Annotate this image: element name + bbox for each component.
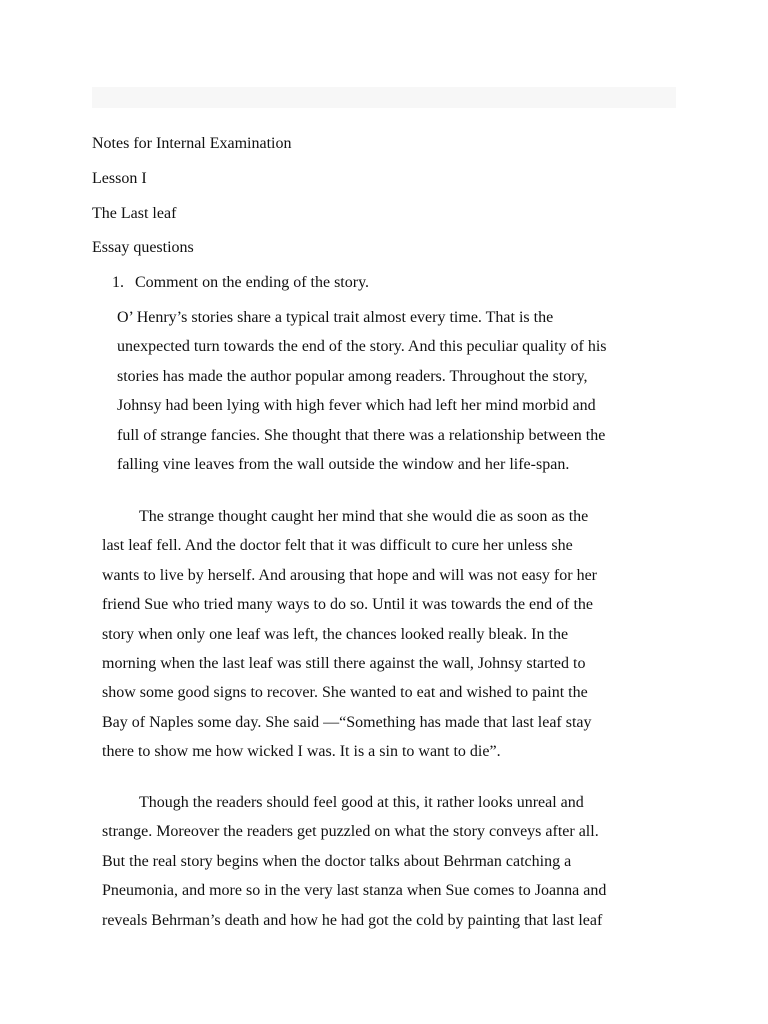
- paragraph-line: falling vine leaves from the wall outside the window and her life-span.: [117, 455, 570, 473]
- paragraph-line: stories has made the author popular among readers. Throughout the story,: [117, 367, 588, 385]
- paragraph-line: O’ Henry’s stories share a typical trait almost every time. That is the: [117, 309, 554, 326]
- paragraph-line: full of strange fancies. She thought that there was a relationship between the: [117, 426, 606, 444]
- paragraph-line: story when only one leaf was left, the chances looked really bleak. In the: [102, 625, 569, 643]
- paragraph-2: [102, 502, 597, 767]
- question-text: Comment on the ending of the story.: [135, 274, 370, 291]
- paragraph-line: Johnsy had been lying with high fever which had left her mind morbid and: [117, 397, 596, 415]
- paragraph-line: unexpected turn towards the end of the story. And this peculiar quality of his: [117, 338, 607, 356]
- section-heading: Essay questions: [92, 239, 194, 256]
- question-number: 1.: [112, 274, 124, 291]
- paragraph-line: reveals Behrman’s death and how he had got the cold by painting that last leaf: [102, 911, 603, 929]
- paragraph-line: last leaf fell. And the doctor felt that it was difficult to cure her unless she: [102, 537, 573, 555]
- paragraph-1: [117, 303, 607, 479]
- lesson-label: Lesson I: [92, 170, 147, 187]
- paragraph-line: Though the readers should feel good at this, it rather looks unreal and: [139, 794, 584, 811]
- notes-title: Notes for Internal Examination: [92, 135, 292, 152]
- paragraph-line: there to show me how wicked I was. It is a sin to want to die”.: [102, 743, 501, 761]
- paragraph-line: But the real story begins when the doctor talks about Behrman catching a: [102, 852, 572, 870]
- paragraph-line: show some good signs to recover. She wanted to eat and wished to paint the: [102, 684, 588, 702]
- paragraph-line: morning when the last leaf was still there against the wall, Johnsy started to: [102, 654, 586, 672]
- paragraph-line: The strange thought caught her mind that she would die as soon as the: [139, 508, 589, 525]
- paragraph-line: Bay of Naples some day. She said —“Something has made that last leaf stay: [102, 713, 592, 731]
- paragraph-line: Pneumonia, and more so in the very last stanza when Sue comes to Joanna and: [102, 882, 607, 900]
- paragraph-line: strange. Moreover the readers get puzzled on what the story conveys after all.: [102, 823, 599, 841]
- paragraph-line: friend Sue who tried many ways to do so. Until it was towards the end of the: [102, 596, 594, 614]
- header-bar: [92, 87, 676, 108]
- paragraph-3: [102, 788, 606, 935]
- paragraph-line: wants to live by herself. And arousing that hope and will was not easy for her: [102, 566, 597, 584]
- story-title: The Last leaf: [92, 205, 177, 222]
